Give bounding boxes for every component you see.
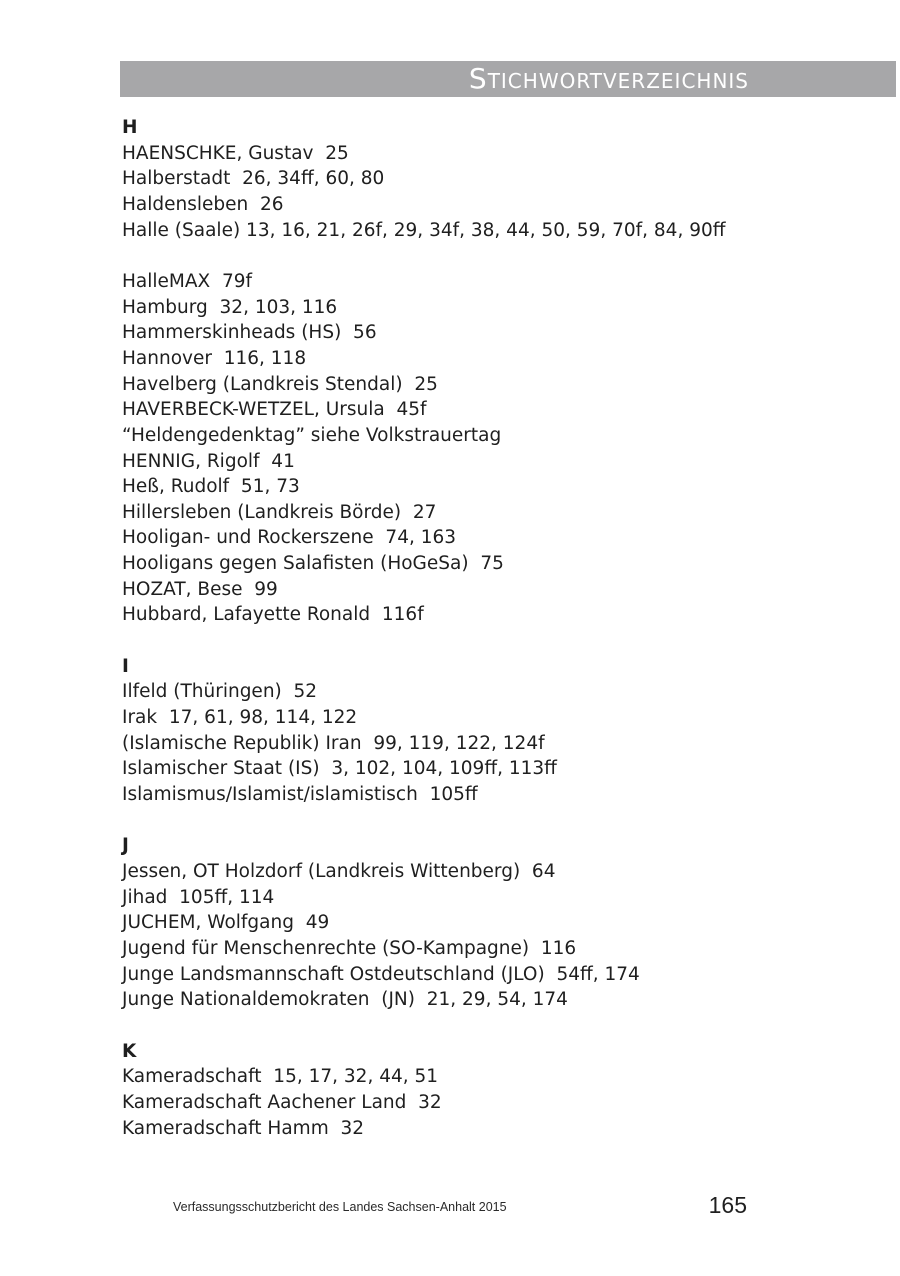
index-entry: Havelberg (Landkreis Stendal) 25: [122, 373, 438, 395]
index-entry: HAVERBECK-WETZEL, Ursula 45f: [122, 399, 427, 421]
index-entry: Hooligans gegen Salafisten (HoGeSa) 75: [122, 553, 504, 575]
index-entry: Islamischer Staat (IS) 3, 102, 104, 109ff, 113ff: [122, 758, 557, 780]
index-entry: “Heldengedenktag” siehe Volkstrauertag: [122, 424, 502, 446]
index-entry: Hooligan- und Rockerszene 74, 163: [122, 527, 457, 549]
index-entry: HOZAT, Bese 99: [122, 578, 278, 600]
index-entry: Hubbard, Lafayette Ronald 116f: [122, 604, 424, 626]
index-entry: Ilfeld (Thüringen) 52: [122, 681, 318, 703]
index-entry: Junge Landsmannschaft Ostdeutschland (JLO) 54ff, 174: [122, 963, 640, 985]
blank-line: [122, 243, 882, 269]
index-entry: HENNIG, Rigolf 41: [122, 450, 295, 472]
section-header-bar: [120, 61, 896, 97]
section-letter: H: [122, 117, 138, 138]
index-section-h: [122, 115, 882, 628]
index-section-j: [122, 833, 882, 1013]
index-entry: Jessen, OT Holzdorf (Landkreis Wittenberg) 64: [122, 860, 556, 882]
index-entry: JUCHEM, Wolfgang 49: [122, 912, 330, 934]
index-entry: Halberstadt 26, 34ff, 60, 80: [122, 168, 385, 190]
section-letter: J: [122, 835, 129, 857]
section-letter: I: [122, 655, 129, 677]
index-entry: Hamburg 32, 103, 116: [122, 296, 338, 318]
section-letter: K: [122, 1040, 137, 1062]
index-entry: Haldensleben 26: [122, 193, 284, 215]
index-entry: Heß, Rudolf 51, 73: [122, 476, 300, 498]
index-entry: Halle (Saale) 13, 16, 21, 26f, 29, 34f, 38, 44, 50, 59, 70f, 84, 90ff: [122, 219, 726, 241]
index-entry: Kameradschaft 15, 17, 32, 44, 51: [122, 1066, 439, 1088]
footer-report-title: Verfassungsschutzbericht des Landes Sachsen-Anhalt 2015: [173, 1200, 507, 1214]
index-entry: Hannover 116, 118: [122, 347, 307, 369]
index-entry: Irak 17, 61, 98, 114, 122: [122, 707, 358, 729]
index-section-k: [122, 1039, 882, 1142]
index-entry: Jihad 105ff, 114: [122, 886, 275, 908]
index-entry: HAENSCHKE, Gustav 25: [122, 142, 349, 164]
index-entry: (Islamische Republik) Iran 99, 119, 122, 124f: [122, 732, 545, 754]
page-header-title: Stichwortverzeichnis: [468, 62, 749, 95]
index-list: [122, 115, 882, 1141]
index-entry: Islamismus/Islamist/islamistisch 105ff: [122, 784, 478, 806]
index-entry: Hammerskinheads (HS) 56: [122, 322, 377, 344]
index-entry: Jugend für Menschenrechte (SO-Kampagne) 116: [122, 937, 577, 959]
index-section-i: [122, 654, 882, 808]
page-number: 165: [708, 1192, 747, 1218]
index-entry: Hillersleben (Landkreis Börde) 27: [122, 501, 437, 523]
index-entry: Junge Nationaldemokraten (JN) 21, 29, 54, 174: [122, 989, 568, 1011]
index-entry: HalleMAX 79f: [122, 270, 253, 292]
index-entry: Kameradschaft Hamm 32: [122, 1117, 365, 1139]
index-entry: Kameradschaft Aachener Land 32: [122, 1091, 442, 1113]
